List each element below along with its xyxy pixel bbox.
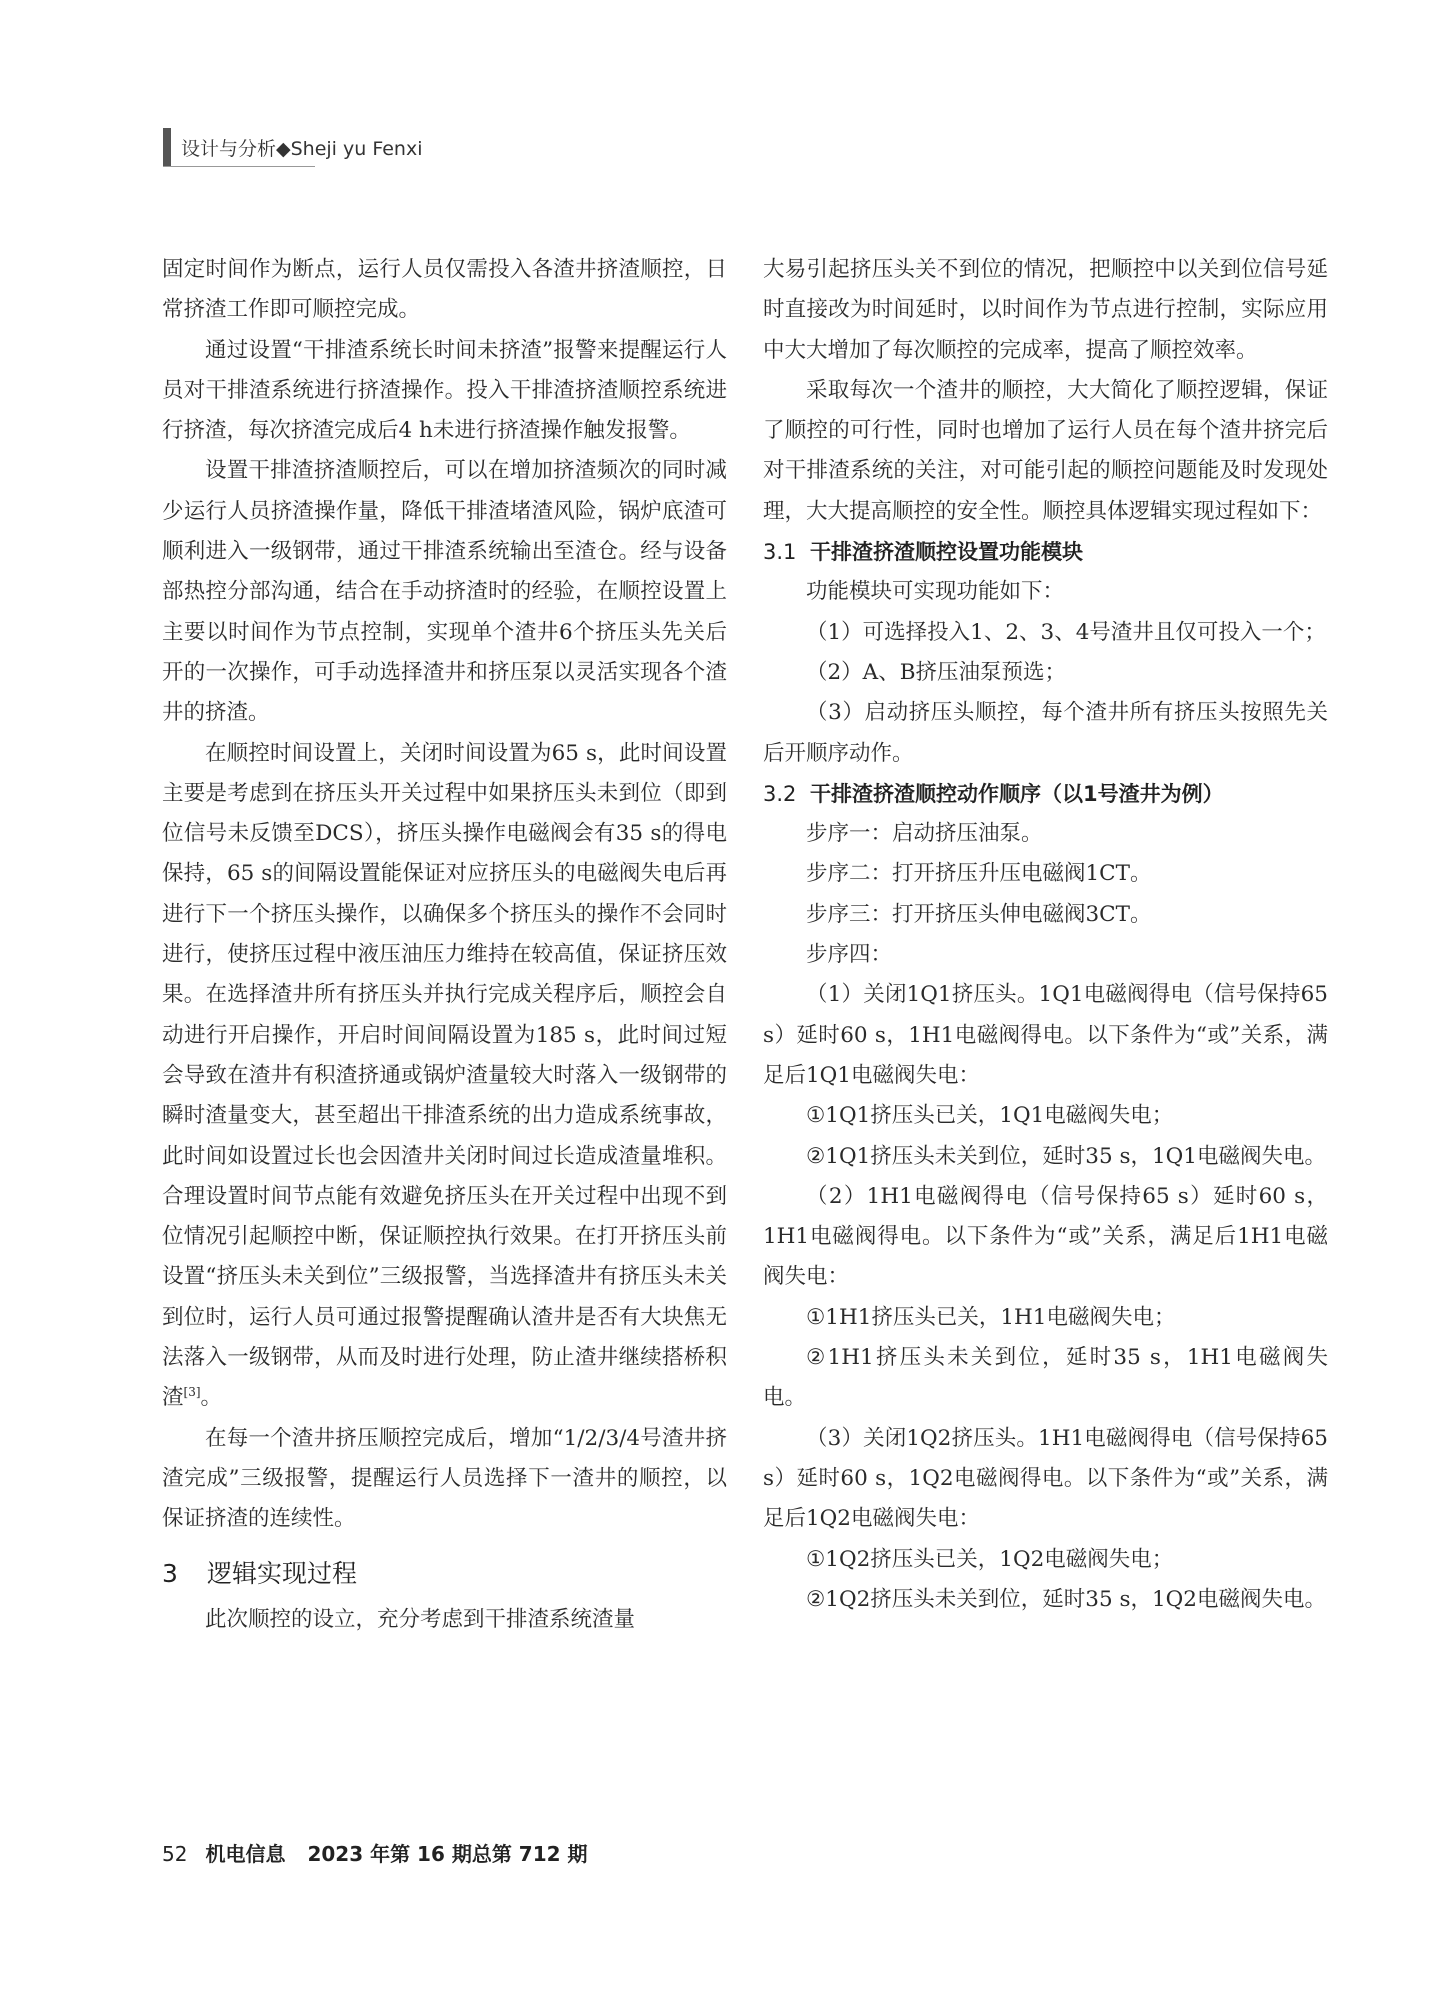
header-section-label: 设计与分析◆Sheji yu Fenxi xyxy=(181,138,423,160)
paragraph: 采取每次一个渣井的顺控，大大简化了顺控逻辑，保证了顺控的可行性，同时也增加了运行人员在每个渣井挤完后对干排渣系统的关注，对可能引起的顺控问题能及时发现处理，大大提高顺控的安全性。顺控具体逻辑实现过程如下： xyxy=(763,377,1328,524)
step-item: 步序二：打开挤压升压电磁阀1CT。 xyxy=(806,861,1152,887)
right-column xyxy=(763,250,1328,1620)
list-item: （3）启动挤压头顺控，每个渣井所有挤压头按照先关后开顺序动作。 xyxy=(763,700,1328,766)
header-bar xyxy=(163,128,171,166)
condition-item: ②1Q1挤压头未关到位，延时35 s，1Q1电磁阀失电。 xyxy=(806,1143,1326,1169)
paragraph: 此次顺控的设立，充分考虑到干排渣系统渣量 xyxy=(205,1606,636,1632)
list-item: （1）可选择投入1、2、3、4号渣井且仅可投入一个； xyxy=(806,619,1326,645)
paragraph-end: 。 xyxy=(200,1385,223,1411)
subsection-number: 3.1 xyxy=(763,540,797,565)
list-item: （2）A、B挤压油泵预选； xyxy=(806,659,1067,685)
section-number: 3 xyxy=(162,1558,178,1588)
condition-item: ②1H1挤压头未关到位，延时35 s，1H1电磁阀失电。 xyxy=(763,1345,1328,1411)
paragraph: 大易引起挤压头关不到位的情况，把顺控中以关到位信号延时直接改为时间延时，以时间作为节点进行控制，实际应用中大大增加了每次顺控的完成率，提高了顺控效率。 xyxy=(763,257,1328,363)
header-underline xyxy=(163,166,315,167)
step-item: 步序四： xyxy=(806,942,893,968)
list-item: （2）1H1电磁阀得电（信号保持65 s）延时60 s，1H1电磁阀得电。以下条件为“或”关系，满足后1H1电磁阀失电： xyxy=(763,1183,1328,1290)
paragraph: 功能模块可实现功能如下： xyxy=(806,579,1065,605)
subsection-title: 干排渣挤渣顺控设置功能模块 xyxy=(810,540,1083,565)
step-item: 步序三：打开挤压头伸电磁阀3CT。 xyxy=(806,901,1152,927)
subsection-heading xyxy=(763,532,1328,572)
paragraph-text: 在顺控时间设置上，关闭时间设置为65 s，此时间设置主要是考虑到在挤压头开关过程中如果挤压头未到位（即到位信号未反馈至DCS），挤压头操作电磁阀会有35 s的得电保持，65 s的间隔设置能保证对应挤压头的电磁阀失电后再进行下一个挤压头操作，以确保多个挤压头的操作不会同时进行，使挤压过程中液压油压力维持在较高值，保证挤压效果。在选择渣井所有挤压头并执行完成关程序后，顺控会自动进行开启操作，开启时间间隔设置为185 s，此时间过短会导致在渣井有积渣挤通或锅炉渣量较大时落入一级钢带的瞬时渣量变大，甚至超出干排渣系统的出力造成系统事故，此时间如设置过长也会因渣井关闭时间过长造成渣量堆积。合理设置时间节点能有效避免挤压头在开关过程中出现不到位情况引起顺控中断，保证顺控执行效果。在打开挤压头前设置“挤压头未关到位”三级报警，当选择渣井有挤压头未关到位时，运行人员可通过报警提醒确认渣井是否有大块焦无法落入一级钢带，从而及时进行处理，防止渣井继续搭桥积渣 xyxy=(162,740,727,1411)
paragraph: 通过设置“干排渣系统长时间未挤渣”报警来提醒运行人员对干排渣系统进行挤渣操作。投入干排渣挤渣顺控系统进行挤渣，每次挤渣完成后4 h未进行挤渣操作触发报警。 xyxy=(162,337,727,444)
issue-info: 2023 年第 16 期总第 712 期 xyxy=(307,1842,588,1866)
subsection-heading xyxy=(763,774,1328,814)
page-footer xyxy=(162,1838,588,1867)
condition-item: ①1H1挤压头已关，1H1电磁阀失电； xyxy=(806,1304,1176,1330)
condition-item: ②1Q2挤压头未关到位，延时35 s，1Q2电磁阀失电。 xyxy=(806,1586,1326,1612)
step-item: 步序一：启动挤压油泵。 xyxy=(806,821,1043,847)
section-heading xyxy=(162,1550,727,1598)
paragraph: 设置干排渣挤渣顺控后，可以在增加挤渣频次的同时减少运行人员挤渣操作量，降低干排渣堵渣风险，锅炉底渣可顺利进入一级钢带，通过干排渣系统输出至渣仓。经与设备部热控分部沟通，结合在手动挤渣时的经验，在顺控设置上主要以时间作为节点控制，实现单个渣井6个挤压头先关后开的一次操作，可手动选择渣井和挤压泵以灵活实现各个渣井的挤渣。 xyxy=(162,458,727,726)
paragraph xyxy=(162,734,727,1419)
citation-ref: [3] xyxy=(183,1385,201,1400)
list-item: （3）关闭1Q2挤压头。1H1电磁阀得电（信号保持65 s）延时60 s，1Q2电磁阀得电。以下条件为“或”关系，满足后1Q2电磁阀失电： xyxy=(763,1425,1328,1532)
page-number: 52 xyxy=(162,1842,188,1866)
paragraph: 在每一个渣井挤压顺控完成后，增加“1/2/3/4号渣井挤渣完成”三级报警，提醒运行人员选择下一渣井的顺控，以保证挤渣的连续性。 xyxy=(162,1425,727,1532)
condition-item: ①1Q1挤压头已关，1Q1电磁阀失电； xyxy=(806,1103,1174,1129)
section-title: 逻辑实现过程 xyxy=(207,1558,358,1588)
journal-name: 机电信息 xyxy=(205,1842,286,1866)
condition-item: ①1Q2挤压头已关，1Q2电磁阀失电； xyxy=(806,1546,1174,1572)
subsection-title: 干排渣挤渣顺控动作顺序（以1号渣井为例） xyxy=(810,781,1224,806)
subsection-number: 3.2 xyxy=(763,781,797,806)
left-column xyxy=(162,250,727,1640)
paragraph: 固定时间作为断点，运行人员仅需投入各渣井挤渣顺控，日常挤渣工作即可顺控完成。 xyxy=(162,257,727,323)
list-item: （1）关闭1Q1挤压头。1Q1电磁阀得电（信号保持65 s）延时60 s，1H1电磁阀得电。以下条件为“或”关系，满足后1Q1电磁阀失电： xyxy=(763,982,1328,1088)
